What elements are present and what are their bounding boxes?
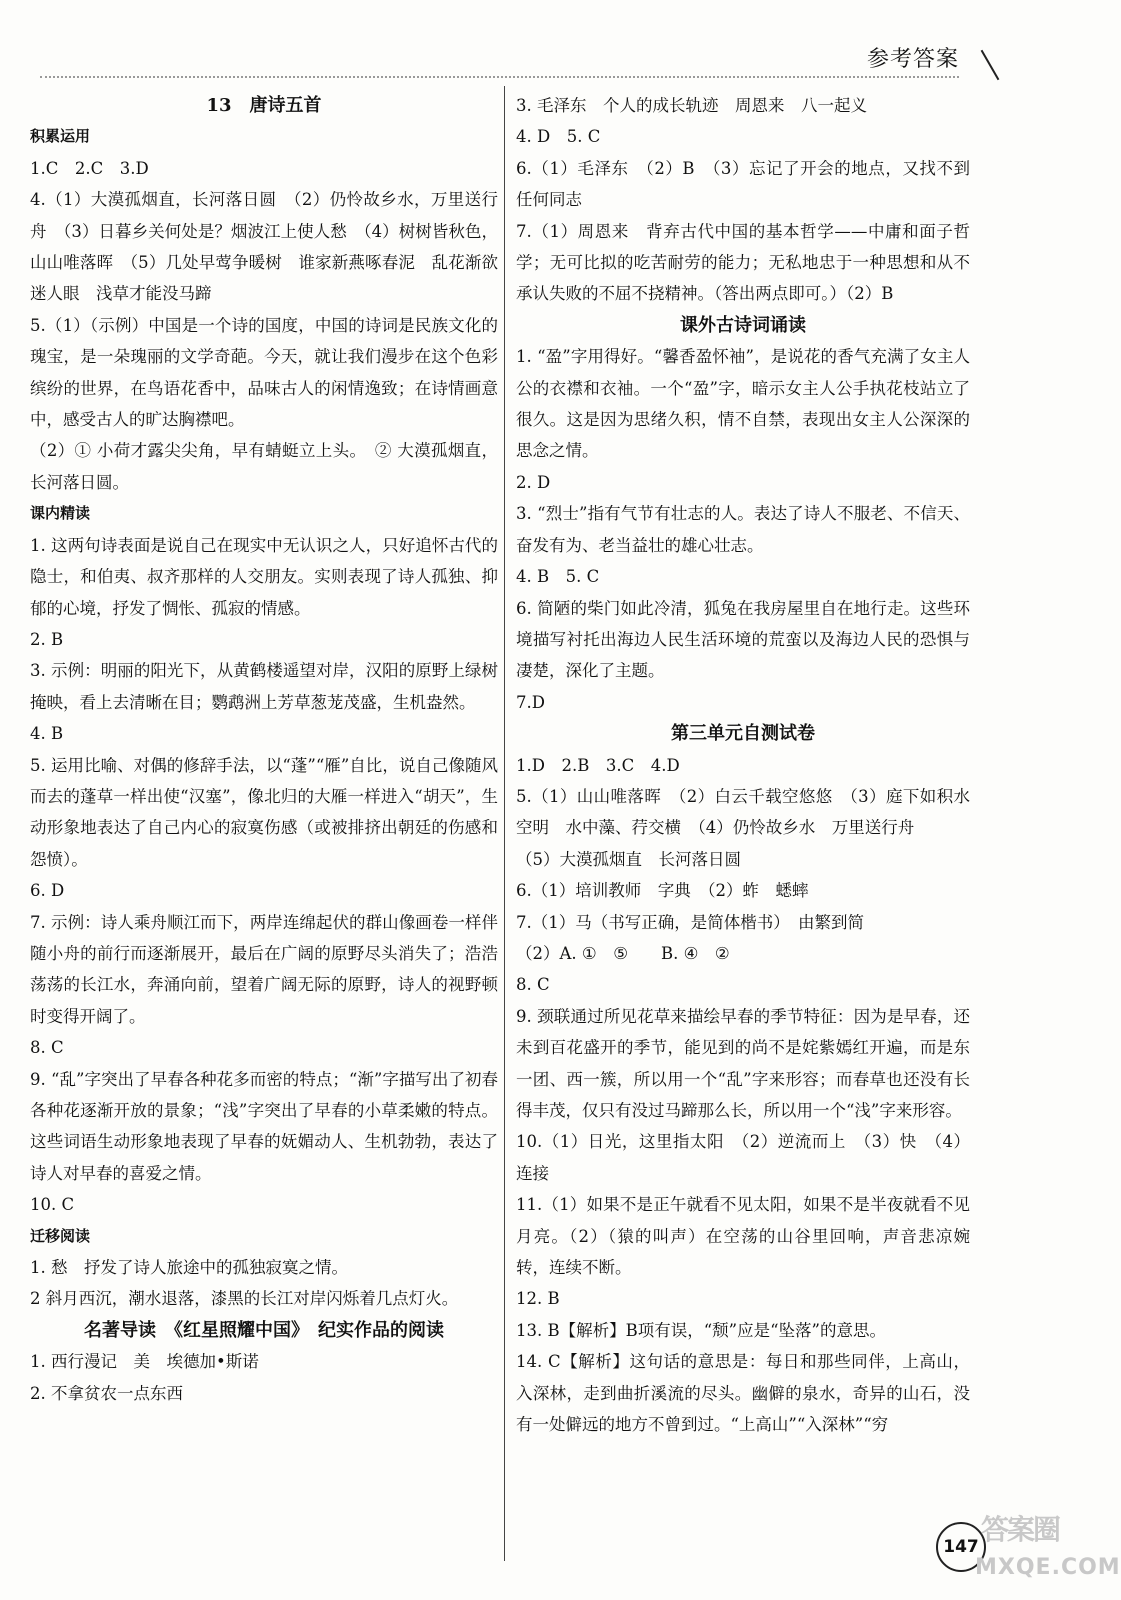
section-heading: 名著导读 《红星照耀中国》 纪实作品的阅读	[84, 1319, 444, 1341]
answer-item: 6.（1）毛泽东 （2）B （3）忘记了开会的地点，又找不到任何同志	[516, 158, 970, 210]
answer-item: 1. 愁 抒发了诗人旅途中的孤独寂寞之情。	[30, 1258, 348, 1278]
answer-item: 6. 简陋的柴门如此冷清，狐兔在我房屋里自在地行走。这些环境描写衬托出海边人民生活环境的荒蛮以及海边人民的恐惧与凄楚，深化了主题。	[516, 598, 970, 681]
answer-item: 2. D	[516, 472, 551, 492]
answer-item: （2）A. ① ⑤ B. ④ ②	[516, 943, 730, 963]
answer-item: 2. B	[30, 629, 64, 649]
answer-item: 2. 不拿贫农一点东西	[30, 1383, 183, 1403]
page-header	[40, 40, 1029, 80]
section-heading: 第三单元自测试卷	[671, 723, 815, 745]
column-divider	[504, 86, 505, 1561]
answer-item: 7.D	[516, 692, 545, 712]
watermark-logo-text: 答案圈	[980, 1513, 1059, 1546]
page-number: 147	[936, 1522, 986, 1572]
answer-item: 1.D 2.B 3.C 4.D	[516, 755, 680, 775]
right-column	[516, 90, 970, 1440]
answer-item: 6. D	[30, 881, 65, 901]
section-subheading: 课内精读	[30, 504, 91, 523]
answer-item: 1. “盈”字用得好。“馨香盈怀袖”，是说花的香气充满了女主人公的衣襟和衣袖。一个“盈”字，暗示女主人公手执花枝站立了很久。这是因为思绪久积，情不自禁，表现出女主人公深深的思念之情。	[516, 347, 970, 461]
answer-item: 7.（1）马（书写正确，是简体楷书） 由繁到简	[516, 912, 864, 932]
watermark-url: MXQE.COM	[975, 1555, 1121, 1580]
left-column	[30, 90, 498, 1409]
answer-item: （5）大漠孤烟直 长河落日圆	[516, 849, 741, 869]
section-heading: 课外古诗词诵读	[680, 314, 806, 336]
answer-item: 6.（1）培训教师 字典 （2）蚱 蟋蟀	[516, 881, 809, 901]
answer-item: 3. “烈士”指有气节有壮志的人。表达了诗人不服老、不信天、奋发有为、老当益壮的雄心壮志。	[516, 504, 970, 555]
answer-item: 8. C	[516, 975, 550, 995]
section-subheading: 迁移阅读	[30, 1226, 91, 1245]
answer-item: 5.（1）山山唯落晖 （2）白云千载空悠悠 （3）庭下如积水空明 水中藻、荇交横 （4）仍怜故乡水 万里送行舟	[516, 786, 970, 838]
answer-item: 10.（1）日光，这里指太阳 （2）逆流而上 （3）快 （4）连接	[516, 1132, 970, 1183]
answer-item: （2）① 小荷才露尖尖角，早有蜻蜓立上头。 ② 大漠孤烟直，长河落日圆。	[30, 441, 498, 492]
section-heading: 13 唐诗五首	[206, 95, 322, 116]
answer-item: 1. 西行漫记 美 埃德加•斯诺	[30, 1352, 259, 1372]
answer-item: 4. B	[30, 724, 64, 744]
answer-item: 9. 颈联通过所见花草来描绘早春的季节特征：因为是早春，还未到百花盛开的季节，能见到的尚不是姹紫嫣红开遍，而是东一团、西一簇，所以用一个“乱”字来形容；而春草也还没有长得丰茂，仅只有没过马蹄那么长，所以用一个“浅”字来形容。	[516, 1006, 970, 1120]
answer-item: 4.（1）大漠孤烟直，长河落日圆 （2）仍怜故乡水，万里送行舟 （3）日暮乡关何处是？烟波江上使人愁 （4）树树皆秋色，山山唯落晖 （5）几处早莺争暖树 谁家新燕啄春泥 乱花渐欲迷人眼 浅草才能没马蹄	[30, 190, 498, 304]
answer-item: 4. B 5. C	[516, 567, 600, 587]
section-subheading: 积累运用	[30, 127, 91, 146]
answer-item: 4. D 5. C	[516, 127, 601, 147]
answer-item: 3. 示例：明丽的阳光下，从黄鹤楼遥望对岸，汉阳的原野上绿树掩映，看上去清晰在目；鹦鹉洲上芳草葱茏茂盛，生机盎然。	[30, 661, 498, 712]
header-slash-decoration	[981, 50, 1000, 80]
answer-item: 2 斜月西沉，潮水退落，漆黑的长江对岸闪烁着几点灯火。	[30, 1289, 459, 1309]
answer-item: 12. B	[516, 1289, 560, 1309]
answer-item: 11.（1）如果不是正午就看不见太阳，如果不是半夜就看不见月亮。（2）（猿的叫声）在空荡的山谷里回响，声音悲凉婉转，连续不断。	[516, 1195, 970, 1278]
answer-item: 10. C	[30, 1195, 75, 1215]
answer-item: 8. C	[30, 1038, 64, 1058]
answer-item: 14. C【解析】这句话的意思是：每日和那些同伴，上高山，入深林，走到曲折溪流的尽头。幽僻的泉水，奇异的山石，没有一处僻远的地方不曾到过。“上高山”“入深林”“穷	[516, 1352, 970, 1435]
answer-item: 9. “乱”字突出了早春各种花多而密的特点；“渐”字描写出了初春各种花逐渐开放的景象；“浅”字突出了早春的小草柔嫩的特点。这些词语生动形象地表现了早春的妩媚动人、生机勃勃，表达了诗人对早春的喜爱之情。	[30, 1069, 498, 1183]
answer-item: 1. 这两句诗表面是说自己在现实中无认识之人，只好追怀古代的隐士，和伯夷、叔齐那样的人交朋友。实则表现了诗人孤独、抑郁的心境，抒发了惆怅、孤寂的情感。	[30, 535, 498, 618]
answer-item: 3. 毛泽东 个人的成长轨迹 周恩来 八一起义	[516, 96, 867, 115]
answer-item: 13. B【解析】B项有误，“颓”应是“坠落”的意思。	[516, 1320, 886, 1340]
answer-item: 5. 运用比喻、对偶的修辞手法，以“蓬”“雁”自比，说自己像随风而去的蓬草一样出使“汉塞”，像北归的大雁一样进入“胡天”，生动形象地表达了自己内心的寂寞伤感（或被排挤出朝廷的伤感和怨愤）。	[30, 755, 498, 869]
header-title: 参考答案	[866, 47, 959, 72]
answer-item: 7. 示例：诗人乘舟顺江而下，两岸连绵起伏的群山像画卷一样伴随小舟的前行而逐渐展开，最后在广阔的原野尽头消失了；浩浩荡荡的长江水，奔涌向前，望着广阔无际的原野，诗人的视野顿时变得开阔了。	[30, 912, 498, 1026]
answer-item: 1.C 2.C 3.D	[30, 158, 149, 178]
header-rule	[40, 76, 959, 78]
watermark-logo	[975, 1508, 1121, 1593]
answer-item: 7.（1）周恩来 背弃古代中国的基本哲学——中庸和面子哲学；无可比拟的吃苦耐劳的能力；无私地忠于一种思想和从不承认失败的不屈不挠精神。（答出两点即可。）（2）B	[516, 221, 970, 304]
answer-item: 5.（1）（示例）中国是一个诗的国度，中国的诗词是民族文化的瑰宝，是一朵瑰丽的文学奇葩。今天，就让我们漫步在这个色彩缤纷的世界，在鸟语花香中，品味古人的闲情逸致；在诗情画意中，感受古人的旷达胸襟吧。	[30, 315, 498, 430]
